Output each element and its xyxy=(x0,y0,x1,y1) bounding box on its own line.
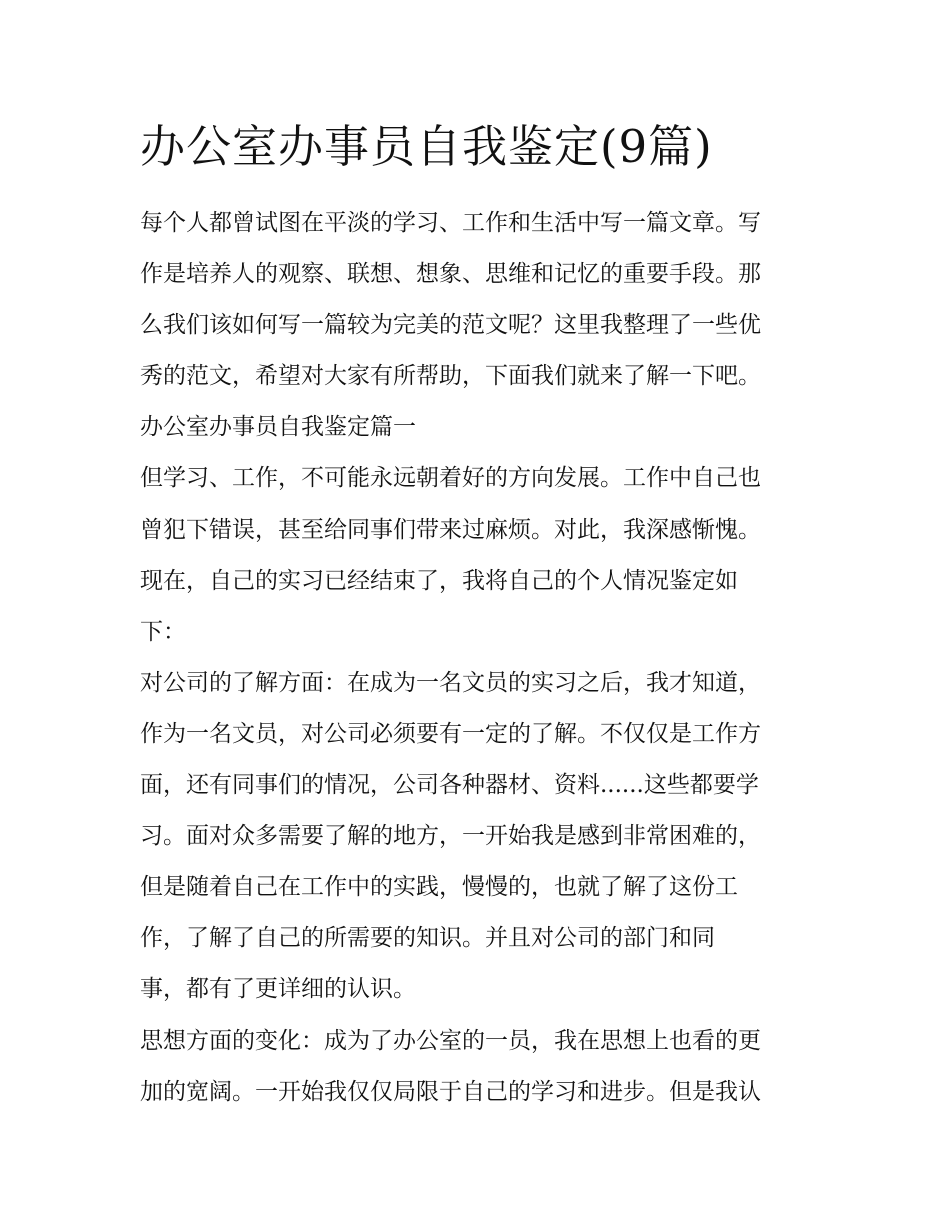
body-text-line: 办公室办事员自我鉴定篇一 xyxy=(140,414,416,441)
body-text-line: 现在，自己的实习已经结束了，我将自己的个人情况鉴定如 xyxy=(140,567,738,594)
body-text-line: 但学习、工作，不可能永远朝着好的方向发展。工作中自己也 xyxy=(140,465,761,492)
body-text-line: 作，了解了自己的所需要的知识。并且对公司的部门和同 xyxy=(140,925,715,952)
body-text-line: 每个人都曾试图在平淡的学习、工作和生活中写一篇文章。写 xyxy=(140,210,761,236)
document-title: 办公室办事员自我鉴定(9篇) xyxy=(140,120,713,173)
body-text-line: 对公司的了解方面：在成为一名文员的实习之后，我才知道， xyxy=(140,669,761,696)
body-text-line: 作是培养人的观察、联想、想象、思维和记忆的重要手段。那 xyxy=(140,261,761,288)
body-text-line: 加的宽阔。一开始我仅仅局限于自己的学习和进步。但是我认 xyxy=(140,1078,761,1105)
body-text-line: 么我们该如何写一篇较为完美的范文呢？这里我整理了一些优 xyxy=(140,312,761,339)
body-text-line: 习。面对众多需要了解的地方，一开始我是感到非常困难的， xyxy=(140,823,761,850)
body-text-line: 下： xyxy=(140,618,186,645)
body-text-line: 事，都有了更详细的认识。 xyxy=(140,976,416,1003)
body-text-line: 但是随着自己在工作中的实践，慢慢的，也就了解了这份工 xyxy=(140,874,738,901)
body-text-line: 曾犯下错误，甚至给同事们带来过麻烦。对此，我深感惭愧。 xyxy=(140,516,761,543)
body-text-line: 思想方面的变化：成为了办公室的一员，我在思想上也看的更 xyxy=(140,1027,761,1054)
body-text-line: 面，还有同事们的情况，公司各种器材、资料......这些都要学 xyxy=(140,772,759,799)
document-body xyxy=(140,198,830,1118)
body-text-line: 作为一名文员，对公司必须要有一定的了解。不仅仅是工作方 xyxy=(140,720,761,747)
body-text-line: 秀的范文，希望对大家有所帮助，下面我们就来了解一下吧。 xyxy=(140,363,761,390)
